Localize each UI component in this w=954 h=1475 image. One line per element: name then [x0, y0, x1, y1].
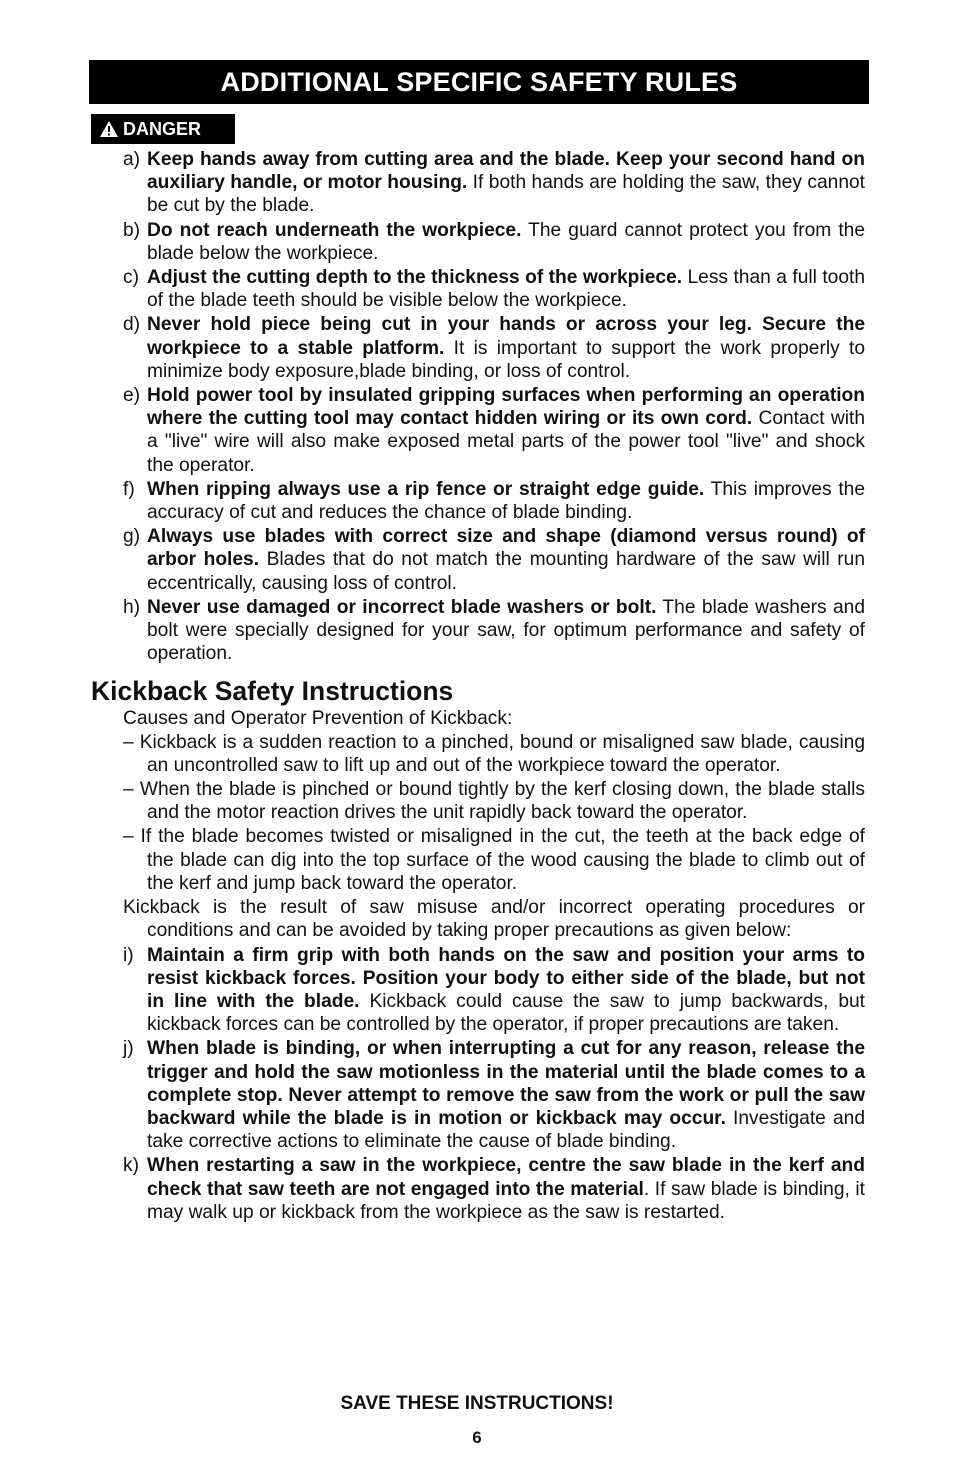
rule-item: k) When restarting a saw in the workpiece, centre the saw blade in the kerf and check that saw teeth are not engaged into the material. If saw blade is binding, it may walk up or kickback from the workpiece as the saw is restarted.	[123, 1155, 866, 1223]
kickback-cause: – When the blade is pinched or bound tightly by the kerf closing down, the blade stalls and the motor reaction drives the unit rapidly back toward the operator.	[123, 779, 865, 824]
rule-item: g) Always use blades with correct size and shape (diamond versus round) of arbor holes. Blades that do not match the mounting hardware of the saw will run eccentrically, causing loss of control.	[123, 526, 866, 594]
save-instructions: SAVE THESE INSTRUCTIONS!	[340, 1393, 614, 1414]
danger-label	[91, 114, 235, 144]
kickback-cause: – If the blade becomes twisted or misaligned in the cut, the teeth at the back edge of the blade can dig into the top surface of the wood causing the blade to climb out of the kerf and jump back toward the operator.	[123, 826, 865, 894]
kickback-summary: Kickback is the result of saw misuse and/or incorrect operating procedures or conditions and can be avoided by taking proper precautions as given below:	[123, 897, 865, 942]
rule-item: c) Adjust the cutting depth to the thickness of the workpiece. Less than a full tooth of the blade teeth should be visible below the workpiece.	[123, 267, 866, 312]
rule-item: h) Never use damaged or incorrect blade washers or bolt. The blade washers and bolt were specially designed for your saw, for optimum performance and safety of operation.	[123, 596, 865, 665]
danger-text: DANGER	[123, 118, 202, 139]
kickback-cause: – Kickback is a sudden reaction to a pinched, bound or misaligned saw blade, causing an uncontrolled saw to lift up and out of the workpiece toward the operator.	[123, 731, 865, 776]
page-number: 6	[472, 1428, 482, 1447]
rule-item: f) When ripping always use a rip fence or straight edge guide. This improves the accuracy of cut and reduces the chance of blade binding.	[123, 478, 866, 524]
manual-page	[89, 60, 869, 1225]
safety-rules-list	[89, 148, 869, 665]
rule-item: b) Do not reach underneath the workpiece. The guard cannot protect you from the blade below the workpiece.	[123, 219, 865, 264]
warning-triangle-icon	[99, 120, 119, 138]
rule-item: i) Maintain a firm grip with both hands on the saw and position your arms to resist kickback forces. Position your body to either side of the blade, but not in line with the blade. Kickback could cause the saw to jump backwards, but kickback forces can be controlled by the operator, if proper precautions are taken.	[123, 944, 865, 1036]
section-title: ADDITIONAL SPECIFIC SAFETY RULES	[89, 60, 869, 104]
rule-item: j) When blade is binding, or when interrupting a cut for any reason, release the trigger and hold the saw motionless in the material until the blade comes to a complete stop. Never attempt to remove the saw from the work or pull the saw backward while the blade is in motion or kickback may occur. Investigate and take corrective actions to eliminate the cause of blade binding.	[123, 1038, 866, 1153]
rule-item: a) Keep hands away from cutting area and the blade. Keep your second hand on auxiliary handle, or motor housing. If both hands are holding the saw, they cannot be cut by the blade.	[123, 149, 865, 217]
kickback-heading: Kickback Safety Instructions	[91, 676, 454, 707]
rule-item: e) Hold power tool by insulated gripping surfaces when performing an operation where the cutting tool may contact hidden wiring or its own cord. Contact with a "live" wire will also make exposed metal parts of the power tool "live" and shock the operator.	[123, 385, 865, 476]
kickback-rules-list	[89, 944, 869, 1224]
rule-item: d) Never hold piece being cut in your hands or across your leg. Secure the workpiece to a stable platform. It is important to support the work properly to minimize body exposure,blade binding, or loss of control.	[123, 314, 865, 382]
kickback-intro: Causes and Operator Prevention of Kickback:	[123, 708, 513, 730]
